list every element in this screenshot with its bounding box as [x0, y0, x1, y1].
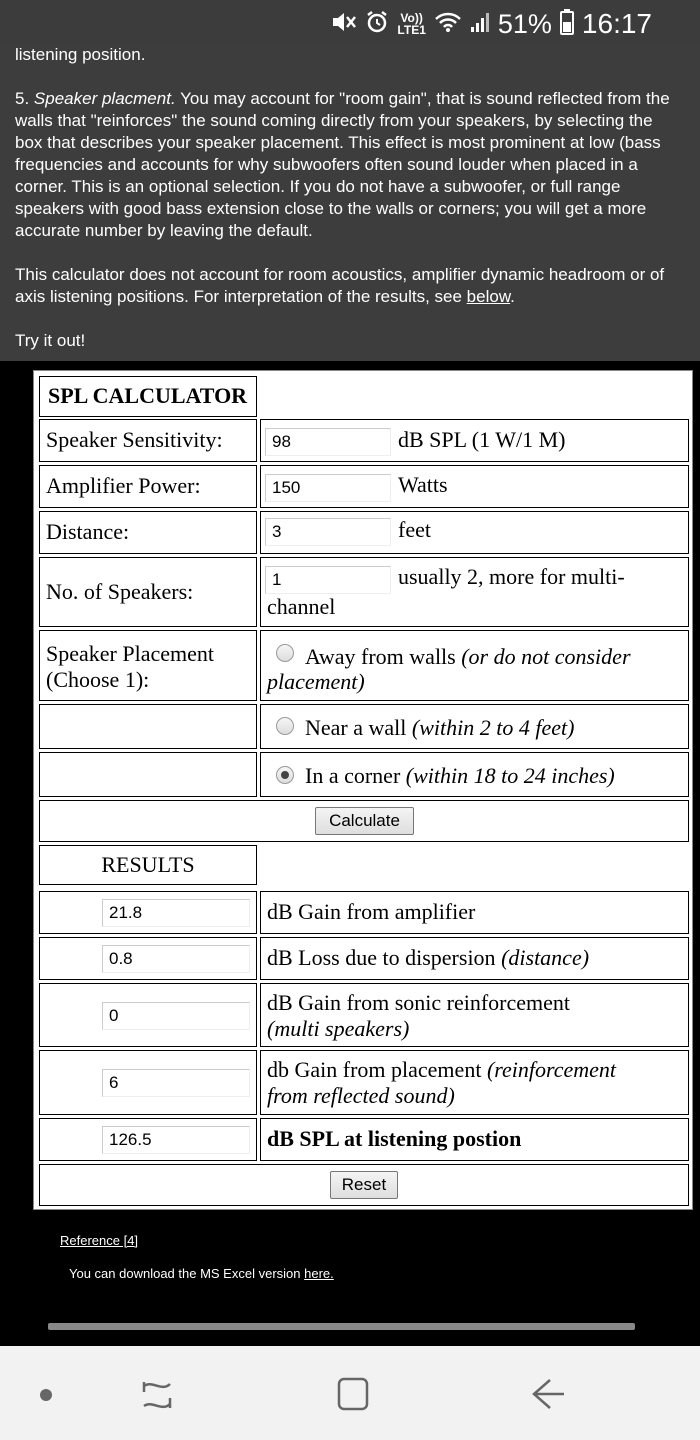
result-sonic-label: dB Gain from sonic reinforcement — [267, 990, 571, 1015]
results-title: RESULTS — [101, 852, 195, 877]
result-placement-label: db Gain from placement (reinforcement — [267, 1057, 617, 1082]
status-bar — [0, 0, 700, 46]
intro-try: Try it out! — [15, 331, 86, 350]
result-placement-value[interactable]: 6 — [102, 1069, 250, 1097]
result-sonic-label-cell — [260, 983, 689, 1047]
speakers-unit-line2: channel — [267, 594, 336, 619]
placement-wall-text: Near a wall (within 2 to 4 feet) — [305, 715, 575, 740]
result-dispersion-cell — [39, 937, 257, 980]
intro-text — [0, 46, 700, 361]
wifi-icon — [434, 11, 462, 37]
speakers-input[interactable]: 1 — [265, 566, 391, 594]
placement-option-away[interactable] — [260, 630, 689, 701]
radio-corner[interactable] — [276, 766, 294, 784]
sensitivity-label: Speaker Sensitivity: — [39, 419, 257, 462]
nav-dot-icon[interactable] — [40, 1388, 52, 1406]
power-input[interactable]: 150 — [265, 474, 391, 502]
power-unit: Watts — [398, 472, 448, 497]
intro-p5-line5: corner. This is an optional selection. If you do not have a subwoofer, or full range — [15, 177, 621, 196]
intro-note-line2: axis listening positions. For interpretation of the results, see below. — [15, 287, 515, 306]
result-spl-cell — [39, 1118, 257, 1161]
sensitivity-cell — [260, 419, 689, 462]
download-text: You can download the MS Excel version here. — [69, 1266, 334, 1281]
sensitivity-unit: dB SPL (1 W/1 M) — [398, 427, 566, 452]
intro-p5-line6: speakers with good bass extension close to the walls or corners; you will get a more — [15, 199, 647, 218]
result-dispersion-label: dB Loss due to dispersion (distance) — [267, 945, 590, 970]
result-placement-label-cell — [260, 1050, 689, 1115]
below-link[interactable]: below — [466, 287, 511, 306]
radio-away[interactable] — [276, 644, 294, 662]
navigation-bar — [0, 1346, 700, 1440]
sensitivity-input[interactable]: 98 — [265, 428, 391, 456]
signal-icon — [470, 11, 490, 37]
reset-button[interactable]: Reset — [330, 1171, 398, 1199]
result-dispersion-label-cell — [260, 937, 689, 980]
result-sonic-value[interactable]: 0 — [102, 1002, 250, 1030]
result-sonic-cell — [39, 983, 257, 1047]
result-placement-note: from reflected sound) — [267, 1083, 455, 1108]
home-icon[interactable] — [336, 1376, 370, 1417]
placement-away-note: placement) — [267, 669, 365, 694]
placement-corner-text: In a corner (within 18 to 24 inches) — [305, 763, 615, 788]
result-spl-label: dB SPL at listening postion — [260, 1118, 689, 1161]
mute-icon — [331, 10, 357, 38]
battery-percent: 51% — [497, 8, 552, 39]
back-icon[interactable] — [530, 1376, 566, 1417]
reference-link[interactable]: Reference [4] — [60, 1233, 139, 1248]
distance-label: Distance: — [39, 511, 257, 554]
spl-calculator — [33, 370, 693, 1210]
intro-note-line1: This calculator does not account for room acoustics, amplifier dynamic headroom or of — [15, 265, 665, 284]
result-sonic-note: (multi speakers) — [267, 1016, 410, 1041]
result-amp-label: dB Gain from amplifier — [260, 891, 689, 934]
intro-p5-line3: box that describes your speaker placement. This effect is most prominent at low (bass — [15, 133, 661, 152]
speakers-label: No. of Speakers: — [46, 579, 194, 604]
placement-option-wall[interactable] — [260, 704, 689, 749]
clock: 16:17 — [581, 8, 652, 39]
distance-unit: feet — [398, 517, 431, 542]
power-cell — [260, 465, 689, 508]
placement-option-corner[interactable] — [260, 752, 689, 797]
intro-p5-line1: 5. Speaker placment. You may account for "room gain", that is sound reflected from the — [15, 89, 670, 108]
calculate-row — [39, 800, 689, 842]
intro-p5-line2: walls that "reinforces" the sound coming directly from your speakers, by selecting the — [15, 111, 653, 130]
intro-p5-line7: accurate number by leaving the default. — [15, 221, 313, 240]
recent-apps-icon[interactable] — [140, 1376, 174, 1417]
speakers-unit-line1: usually 2, more for multi- — [398, 564, 625, 589]
result-amp-cell — [39, 891, 257, 934]
placement-label-line2: (Choose 1): — [46, 667, 150, 692]
placement-empty-cell-1 — [39, 704, 257, 749]
distance-cell — [260, 511, 689, 554]
distance-input[interactable]: 3 — [265, 518, 391, 546]
horizontal-scrollbar[interactable] — [48, 1323, 635, 1330]
intro-line-top: listening position. — [15, 46, 146, 64]
network-type: Vo)) LTE1 — [397, 11, 426, 37]
placement-label-cell — [39, 630, 257, 701]
alarm-icon — [365, 10, 389, 38]
power-label: Amplifier Power: — [39, 465, 257, 508]
result-spl-value[interactable]: 126.5 — [102, 1126, 250, 1154]
placement-empty-cell-2 — [39, 752, 257, 797]
placement-away-text: Away from walls (or do not consider — [305, 644, 631, 669]
reset-row — [39, 1164, 689, 1206]
radio-wall[interactable] — [276, 717, 294, 735]
calculator-title: SPL CALCULATOR — [48, 383, 248, 408]
result-dispersion-value[interactable]: 0.8 — [102, 945, 250, 973]
speakers-label-cell — [39, 557, 257, 627]
download-link[interactable]: here. — [304, 1266, 334, 1281]
calculate-button[interactable]: Calculate — [315, 807, 414, 835]
placement-label-line1: Speaker Placement — [46, 641, 214, 666]
battery-icon — [560, 9, 574, 39]
result-placement-cell — [39, 1050, 257, 1115]
results-title-cell — [39, 845, 257, 885]
result-amp-value[interactable]: 21.8 — [102, 899, 250, 927]
speakers-cell — [260, 557, 689, 627]
intro-p5-line4: frequencies and accounts for why subwoofers often sound louder when placed in a — [15, 155, 638, 174]
calculator-title-cell — [39, 376, 257, 417]
